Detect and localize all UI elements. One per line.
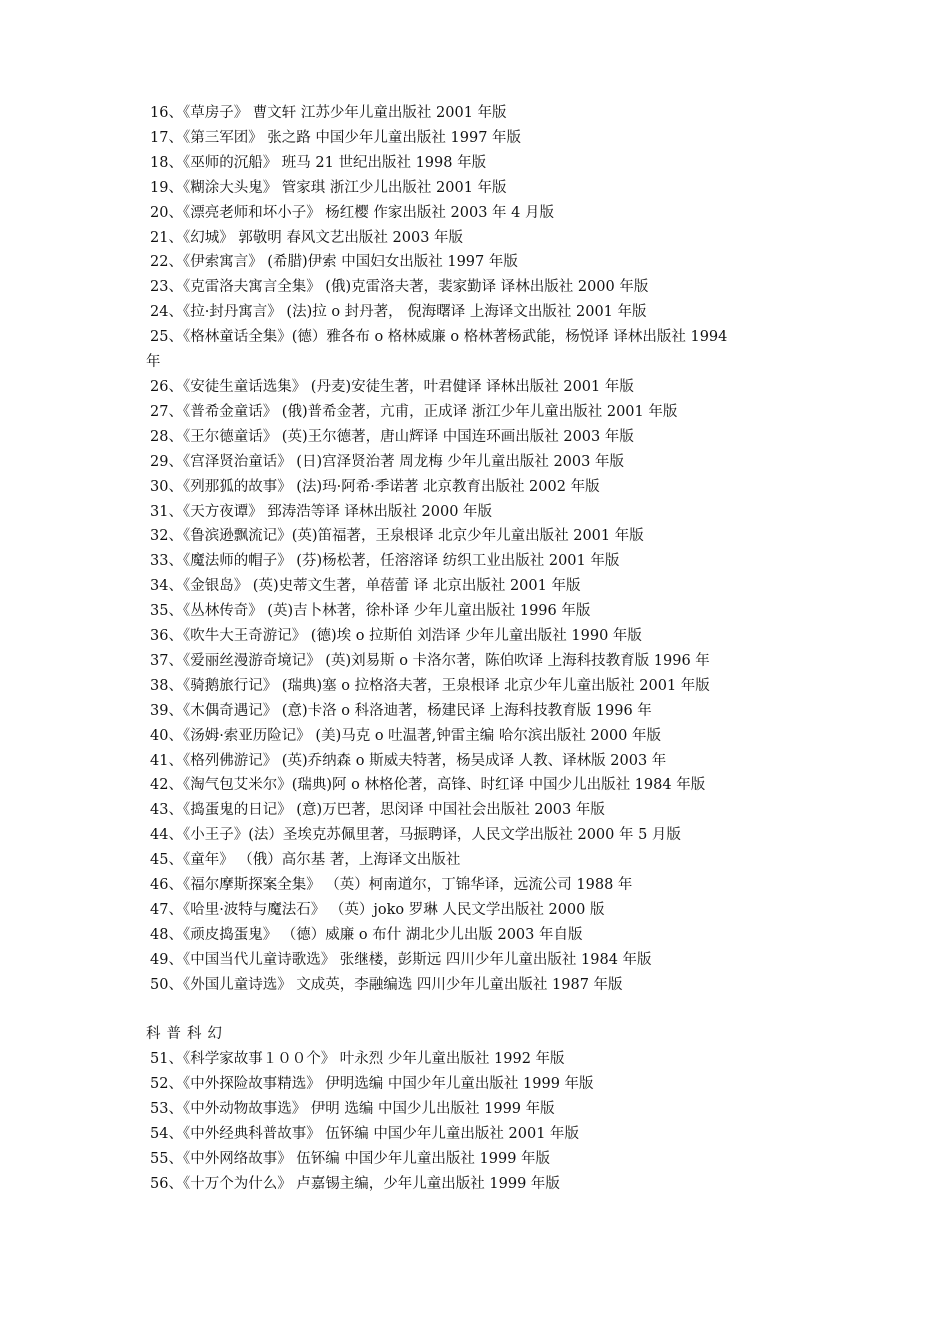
- list-item: 33、《魔法师的帽子》 (芬)杨松著，任溶溶译 纺织工业出版社 2001 年版: [150, 553, 620, 570]
- list-item: 49、《中国当代儿童诗歌选》 张继楼，彭斯远 四川少年儿童出版社 1984 年版: [150, 951, 652, 968]
- list-item: 17、《第三军团》 张之路 中国少年儿童出版社 1997 年版: [150, 129, 522, 146]
- list-item: 22、《伊索寓言》 (希腊)伊索 中国妇女出版社 1997 年版: [150, 254, 518, 271]
- list-item: 36、《吹牛大王奇游记》 (德)埃 o 拉斯伯 刘浩译 少年儿童出版社 1990 年版: [150, 628, 642, 645]
- list-item: 45、《童年》 （俄）高尔基 著，上海译文出版社: [150, 852, 461, 869]
- list-item: 37、《爱丽丝漫游奇境记》 (英)刘易斯 o 卡洛尔著，陈伯吹译 上海科技教育版 1996 年: [150, 652, 710, 669]
- list-item: 18、《巫师的沉船》 班马 21 世纪出版社 1998 年版: [150, 154, 487, 171]
- list-item: 54、《中外经典科普故事》 伍钚编 中国少年儿童出版社 2001 年版: [150, 1125, 580, 1142]
- list-item: 44、《小王子》(法）圣埃克苏佩里著，马振聘译，人民文学出版社 2000 年 5 月版: [150, 827, 681, 844]
- list-item: 30、《列那狐的故事》 (法)玛·阿希·季诺著 北京教育出版社 2002 年版: [150, 478, 600, 495]
- list-item: 46、《福尔摩斯探案全集》 （英）柯南道尔，丁锦华译，远流公司 1988 年: [150, 877, 633, 894]
- list-item: 39、《木偶奇遇记》 (意)卡洛 o 科洛迪著，杨建民译 上海科技教育版 1996 年: [150, 702, 652, 719]
- list-item: 31、《天方夜谭》 郅涛浩等译 译林出版社 2000 年版: [150, 503, 493, 520]
- list-item: 35、《丛林传奇》 (英)吉卜林著，徐朴译 少年儿童出版社 1996 年版: [150, 603, 591, 620]
- list-item: 38、《骑鹅旅行记》 (瑞典)塞 o 拉格洛夫著，王泉根译 北京少年儿童出版社 2001 年版: [150, 677, 710, 694]
- list-item: 51、《科学家故事１００个》 叶永烈 少年儿童出版社 1992 年版: [150, 1051, 565, 1067]
- list-item: 26、《安徒生童话选集》 (丹麦)安徒生著，叶君健译 译林出版社 2001 年版: [150, 378, 634, 395]
- list-item: 43、《捣蛋鬼的日记》 (意)万巴著，思闵译 中国社会出版社 2003 年版: [150, 802, 605, 819]
- book-list: [146, 101, 826, 998]
- list-item-line: 25、《格林童话全集》(德）雅各布 o 格林威廉 o 格林著杨武能，杨悦译 译林出版社 1994: [150, 329, 728, 346]
- list-item: 52、《中外探险故事精选》 伊明选编 中国少年儿童出版社 1999 年版: [150, 1075, 594, 1092]
- list-item: 20、《漂亮老师和坏小子》 杨红樱 作家出版社 2003 年 4 月版: [150, 204, 554, 221]
- list-item: 27、《普希金童话》 (俄)普希金著，亢甫，正成译 浙江少年儿童出版社 2001 年版: [150, 403, 678, 420]
- list-item: 48、《顽皮捣蛋鬼》 （德）威廉 o 布什 湖北少儿出版 2003 年自版: [150, 926, 583, 943]
- section-heading: 科普科幻: [146, 1026, 228, 1042]
- list-item: 40、《汤姆·索亚历险记》 (美)马克 o 吐温著,钟雷主编 哈尔滨出版社 2000 年版: [150, 727, 662, 744]
- list-item: 34、《金银岛》 (英)史蒂文生著，单蓓蕾 译 北京出版社 2001 年版: [150, 578, 581, 595]
- list-item: 28、《王尔德童话》 (英)王尔德著，唐山辉译 中国连环画出版社 2003 年版: [150, 428, 634, 445]
- list-item: 47、《哈里·波特与魔法石》 （英）joko 罗琳 人民文学出版社 2000 版: [150, 902, 605, 918]
- list-item: 56、《十万个为什么》 卢嘉锡主编，少年儿童出版社 1999 年版: [150, 1175, 560, 1192]
- list-item: 42、《淘气包艾米尔》(瑞典)阿 o 林格伦著，高锋、时红译 中国少儿出版社 1984 年版: [150, 777, 706, 794]
- list-item: 53、《中外动物故事选》 伊明 选编 中国少儿出版社 1999 年版: [150, 1100, 555, 1117]
- list-item: 50、《外国儿童诗选》 文成英，李融编选 四川少年儿童出版社 1987 年版: [150, 976, 623, 993]
- science-book-list: [146, 1047, 826, 1196]
- list-item: 41、《格列佛游记》 (英)乔纳森 o 斯威夫特著，杨吴成译 人教、译林版 2003 年: [150, 752, 667, 769]
- list-item: 19、《糊涂大头鬼》 管家琪 浙江少儿出版社 2001 年版: [150, 179, 507, 196]
- list-item: 23、《克雷洛夫寓言全集》 (俄)克雷洛夫著，裴家勤译 译林出版社 2000 年版: [150, 279, 649, 296]
- list-item: 16、《草房子》 曹文轩 江苏少年儿童出版社 2001 年版: [150, 105, 507, 121]
- list-item-continuation: 年: [146, 354, 161, 371]
- list-item: 29、《宫泽贤治童话》 (日)宫泽贤治著 周龙梅 少年儿童出版社 2003 年版: [150, 453, 624, 470]
- list-item: 24、《拉·封丹寓言》 (法)拉 o 封丹著， 倪海曙译 上海译文出版社 2001 年版: [150, 304, 647, 321]
- list-item: 55、《中外网络故事》 伍钚编 中国少年儿童出版社 1999 年版: [150, 1150, 551, 1167]
- list-item: 32、《鲁滨逊飘流记》(英)笛福著，王泉根译 北京少年儿童出版社 2001 年版: [150, 528, 644, 545]
- list-item-wrapped: [146, 325, 826, 375]
- list-item: 21、《幻城》 郭敬明 春风文艺出版社 2003 年版: [150, 229, 464, 246]
